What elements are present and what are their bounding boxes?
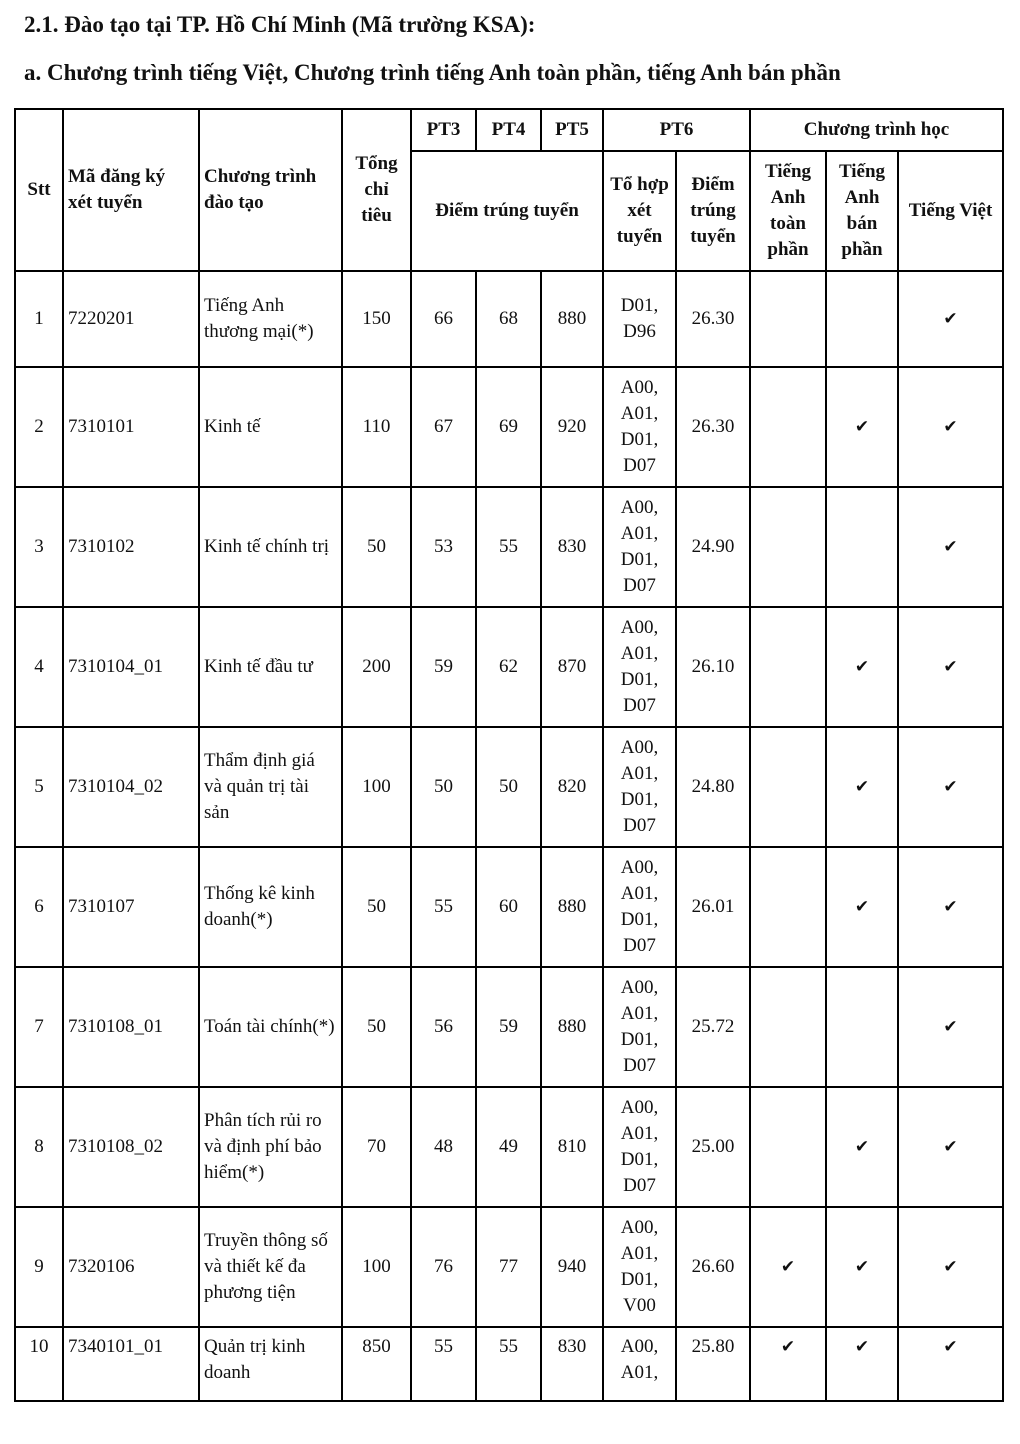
admission-table bbox=[14, 108, 1004, 1402]
table-row bbox=[15, 1207, 1003, 1327]
cell-tong-chi-tieu: 850 bbox=[342, 1327, 411, 1401]
cell-ma-dang-ky: 7340101_01 bbox=[63, 1327, 199, 1401]
cell-tieng-anh-ban-phan: ✔ bbox=[826, 727, 898, 847]
cell-pt4: 49 bbox=[476, 1087, 541, 1207]
cell-pt5: 920 bbox=[541, 367, 603, 487]
cell-ma-dang-ky: 7220201 bbox=[63, 271, 199, 367]
cell-tieng-anh-toan-phan bbox=[750, 607, 826, 727]
subsection-heading: a. Chương trình tiếng Việt, Chương trình tiếng Anh toàn phần, tiếng Anh bán phần bbox=[24, 60, 841, 85]
cell-chuong-trinh: Kinh tế bbox=[199, 367, 342, 487]
cell-pt5: 830 bbox=[541, 1327, 603, 1401]
cell-ma-dang-ky: 7320106 bbox=[63, 1207, 199, 1327]
cell-stt: 7 bbox=[15, 967, 63, 1087]
cell-to-hop: A00, A01, D01, D07 bbox=[603, 967, 676, 1087]
cell-pt3: 76 bbox=[411, 1207, 476, 1327]
cell-tong-chi-tieu: 50 bbox=[342, 487, 411, 607]
cell-stt: 5 bbox=[15, 727, 63, 847]
header-tieng-viet: Tiếng Việt bbox=[898, 151, 1003, 271]
cell-pt3: 48 bbox=[411, 1087, 476, 1207]
cell-diem-pt6: 26.30 bbox=[676, 367, 750, 487]
cell-pt3: 59 bbox=[411, 607, 476, 727]
cell-chuong-trinh: Phân tích rủi ro và định phí bảo hiểm(*) bbox=[199, 1087, 342, 1207]
cell-tieng-anh-toan-phan bbox=[750, 727, 826, 847]
cell-tieng-anh-toan-phan bbox=[750, 967, 826, 1087]
cell-diem-pt6: 25.72 bbox=[676, 967, 750, 1087]
cell-chuong-trinh: Thống kê kinh doanh(*) bbox=[199, 847, 342, 967]
cell-tieng-viet: ✔ bbox=[898, 1327, 1003, 1401]
cell-tieng-anh-toan-phan bbox=[750, 1087, 826, 1207]
cell-stt: 10 bbox=[15, 1327, 63, 1401]
cell-tong-chi-tieu: 100 bbox=[342, 1207, 411, 1327]
cell-to-hop: A00, A01, D01, D07 bbox=[603, 367, 676, 487]
cell-chuong-trinh: Quản trị kinh doanh bbox=[199, 1327, 342, 1401]
cell-tieng-anh-ban-phan bbox=[826, 271, 898, 367]
cell-pt3: 50 bbox=[411, 727, 476, 847]
table-row bbox=[15, 847, 1003, 967]
cell-pt4: 77 bbox=[476, 1207, 541, 1327]
cell-pt4: 68 bbox=[476, 271, 541, 367]
cell-to-hop: A00, A01, D01, D07 bbox=[603, 487, 676, 607]
cell-pt3: 55 bbox=[411, 847, 476, 967]
cell-stt: 2 bbox=[15, 367, 63, 487]
cell-tieng-viet: ✔ bbox=[898, 271, 1003, 367]
cell-ma-dang-ky: 7310104_02 bbox=[63, 727, 199, 847]
cell-pt4: 62 bbox=[476, 607, 541, 727]
table-row bbox=[15, 1087, 1003, 1207]
header-to-hop: Tổ hợp xét tuyển bbox=[603, 151, 676, 271]
cell-diem-pt6: 24.80 bbox=[676, 727, 750, 847]
header-diem-pt6: Điểm trúng tuyển bbox=[676, 151, 750, 271]
cell-pt5: 820 bbox=[541, 727, 603, 847]
table-row bbox=[15, 1327, 1003, 1401]
header-chuong-trinh: Chương trình đào tạo bbox=[199, 109, 342, 271]
table-row bbox=[15, 967, 1003, 1087]
header-tieng-anh-toan-phan: Tiếng Anh toàn phần bbox=[750, 151, 826, 271]
cell-chuong-trinh: Thẩm định giá và quản trị tài sản bbox=[199, 727, 342, 847]
cell-tieng-anh-toan-phan: ✔ bbox=[750, 1327, 826, 1401]
cell-tieng-anh-ban-phan: ✔ bbox=[826, 607, 898, 727]
cell-ma-dang-ky: 7310104_01 bbox=[63, 607, 199, 727]
cell-pt4: 59 bbox=[476, 967, 541, 1087]
cell-pt5: 830 bbox=[541, 487, 603, 607]
cell-tieng-anh-toan-phan bbox=[750, 271, 826, 367]
cell-pt5: 940 bbox=[541, 1207, 603, 1327]
cell-ma-dang-ky: 7310107 bbox=[63, 847, 199, 967]
cell-chuong-trinh: Truyền thông số và thiết kế đa phương tiện bbox=[199, 1207, 342, 1327]
cell-chuong-trinh: Tiếng Anh thương mại(*) bbox=[199, 271, 342, 367]
cell-tong-chi-tieu: 70 bbox=[342, 1087, 411, 1207]
header-diem-trung-tuyen: Điểm trúng tuyển bbox=[411, 151, 603, 271]
cell-diem-pt6: 26.30 bbox=[676, 271, 750, 367]
cell-pt5: 880 bbox=[541, 271, 603, 367]
header-ma-dang-ky: Mã đăng ký xét tuyển bbox=[63, 109, 199, 271]
cell-diem-pt6: 25.80 bbox=[676, 1327, 750, 1401]
header-tieng-anh-ban-phan: Tiếng Anh bán phần bbox=[826, 151, 898, 271]
header-pt4: PT4 bbox=[476, 109, 541, 151]
cell-ma-dang-ky: 7310108_02 bbox=[63, 1087, 199, 1207]
cell-pt4: 50 bbox=[476, 727, 541, 847]
cell-stt: 9 bbox=[15, 1207, 63, 1327]
cell-stt: 8 bbox=[15, 1087, 63, 1207]
cell-pt4: 60 bbox=[476, 847, 541, 967]
header-pt6: PT6 bbox=[603, 109, 750, 151]
cell-tieng-anh-toan-phan bbox=[750, 487, 826, 607]
cell-tieng-anh-toan-phan bbox=[750, 367, 826, 487]
cell-tieng-anh-ban-phan: ✔ bbox=[826, 1207, 898, 1327]
cell-chuong-trinh: Toán tài chính(*) bbox=[199, 967, 342, 1087]
cell-pt5: 870 bbox=[541, 607, 603, 727]
cell-tieng-anh-toan-phan: ✔ bbox=[750, 1207, 826, 1327]
cell-tong-chi-tieu: 200 bbox=[342, 607, 411, 727]
header-pt5: PT5 bbox=[541, 109, 603, 151]
cell-pt4: 55 bbox=[476, 487, 541, 607]
cell-ma-dang-ky: 7310102 bbox=[63, 487, 199, 607]
cell-diem-pt6: 26.60 bbox=[676, 1207, 750, 1327]
cell-tieng-anh-ban-phan: ✔ bbox=[826, 1327, 898, 1401]
cell-pt5: 810 bbox=[541, 1087, 603, 1207]
cell-tong-chi-tieu: 110 bbox=[342, 367, 411, 487]
cell-chuong-trinh: Kinh tế chính trị bbox=[199, 487, 342, 607]
table-row bbox=[15, 367, 1003, 487]
cell-pt4: 69 bbox=[476, 367, 541, 487]
cell-to-hop: A00, A01, D01, D07 bbox=[603, 1087, 676, 1207]
cell-to-hop: A00, A01, D01, V00 bbox=[603, 1207, 676, 1327]
table-row bbox=[15, 487, 1003, 607]
cell-pt3: 66 bbox=[411, 271, 476, 367]
header-stt: Stt bbox=[15, 109, 63, 271]
cell-pt3: 67 bbox=[411, 367, 476, 487]
cell-tieng-viet: ✔ bbox=[898, 727, 1003, 847]
cell-tieng-anh-ban-phan bbox=[826, 967, 898, 1087]
cell-diem-pt6: 26.01 bbox=[676, 847, 750, 967]
cell-tieng-viet: ✔ bbox=[898, 847, 1003, 967]
cell-pt5: 880 bbox=[541, 967, 603, 1087]
cell-tieng-viet: ✔ bbox=[898, 487, 1003, 607]
cell-tieng-viet: ✔ bbox=[898, 367, 1003, 487]
cell-stt: 1 bbox=[15, 271, 63, 367]
table-row bbox=[15, 271, 1003, 367]
cell-tong-chi-tieu: 50 bbox=[342, 847, 411, 967]
cell-pt4: 55 bbox=[476, 1327, 541, 1401]
cell-tieng-anh-ban-phan: ✔ bbox=[826, 367, 898, 487]
cell-ma-dang-ky: 7310101 bbox=[63, 367, 199, 487]
cell-to-hop: A00, A01, D01, D07 bbox=[603, 607, 676, 727]
cell-to-hop: D01, D96 bbox=[603, 271, 676, 367]
cell-to-hop: A00, A01, bbox=[603, 1327, 676, 1401]
cell-pt3: 53 bbox=[411, 487, 476, 607]
section-heading: 2.1. Đào tạo tại TP. Hồ Chí Minh (Mã trường KSA): bbox=[24, 12, 536, 37]
header-tong-chi-tieu: Tổng chỉ tiêu bbox=[342, 109, 411, 271]
cell-tieng-viet: ✔ bbox=[898, 1087, 1003, 1207]
cell-diem-pt6: 24.90 bbox=[676, 487, 750, 607]
cell-pt5: 880 bbox=[541, 847, 603, 967]
cell-tong-chi-tieu: 100 bbox=[342, 727, 411, 847]
cell-to-hop: A00, A01, D01, D07 bbox=[603, 727, 676, 847]
table-row bbox=[15, 607, 1003, 727]
header-pt3: PT3 bbox=[411, 109, 476, 151]
cell-stt: 4 bbox=[15, 607, 63, 727]
cell-diem-pt6: 26.10 bbox=[676, 607, 750, 727]
cell-tong-chi-tieu: 50 bbox=[342, 967, 411, 1087]
cell-to-hop: A00, A01, D01, D07 bbox=[603, 847, 676, 967]
cell-diem-pt6: 25.00 bbox=[676, 1087, 750, 1207]
cell-tieng-anh-ban-phan: ✔ bbox=[826, 847, 898, 967]
cell-tieng-anh-toan-phan bbox=[750, 847, 826, 967]
cell-ma-dang-ky: 7310108_01 bbox=[63, 967, 199, 1087]
cell-stt: 6 bbox=[15, 847, 63, 967]
cell-tong-chi-tieu: 150 bbox=[342, 271, 411, 367]
table-row bbox=[15, 727, 1003, 847]
header-chuong-trinh-hoc: Chương trình học bbox=[750, 109, 1003, 151]
cell-tieng-viet: ✔ bbox=[898, 607, 1003, 727]
cell-pt3: 56 bbox=[411, 967, 476, 1087]
cell-tieng-anh-ban-phan bbox=[826, 487, 898, 607]
cell-tieng-viet: ✔ bbox=[898, 1207, 1003, 1327]
cell-chuong-trinh: Kinh tế đầu tư bbox=[199, 607, 342, 727]
cell-stt: 3 bbox=[15, 487, 63, 607]
cell-pt3: 55 bbox=[411, 1327, 476, 1401]
cell-tieng-viet: ✔ bbox=[898, 967, 1003, 1087]
cell-tieng-anh-ban-phan: ✔ bbox=[826, 1087, 898, 1207]
